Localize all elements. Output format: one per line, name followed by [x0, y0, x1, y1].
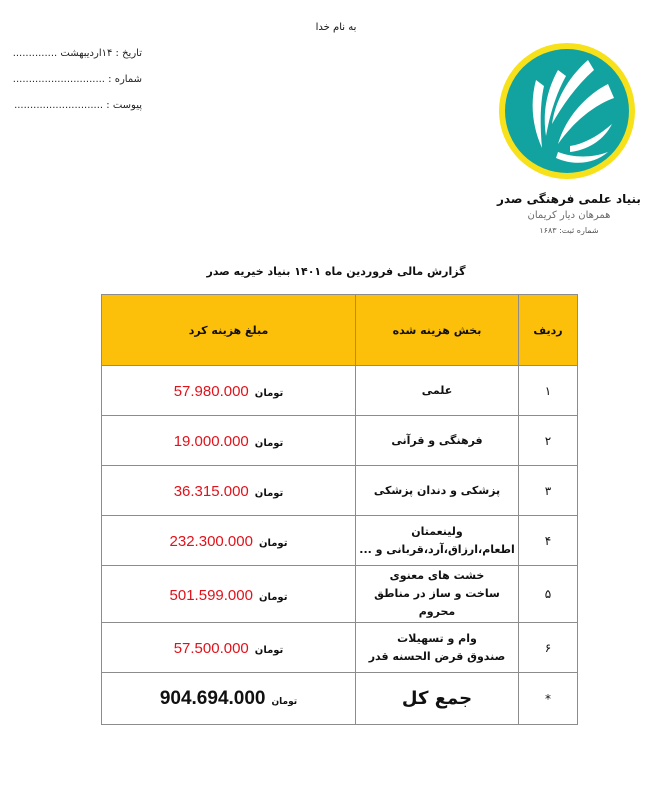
amount-value: 36.315.000 — [173, 483, 249, 500]
org-subtitle: همرهان دیار کریمان — [527, 210, 611, 221]
row-index: ۲ — [519, 416, 578, 466]
header-amount: مبلغ هزینه کرد — [102, 295, 356, 366]
section-line: علمی — [421, 383, 453, 397]
date-value: ۱۴اردیبهشت — [60, 48, 113, 59]
row-index: ۵ — [519, 566, 578, 623]
row-amount — [102, 366, 356, 416]
row-index: ۴ — [519, 516, 578, 566]
section-line: وام و تسهیلات — [397, 631, 477, 645]
table-row — [102, 416, 578, 466]
org-logo-icon — [496, 40, 638, 182]
currency-label: تومان — [258, 538, 288, 549]
currency-label: تومان — [254, 388, 284, 399]
section-line: خشت های معنوی — [389, 569, 485, 582]
attachment-field: پیوست : ............................ — [14, 100, 142, 111]
currency-label: تومان — [254, 488, 284, 499]
attachment-label: پیوست : — [106, 100, 142, 111]
table-row — [102, 466, 578, 516]
row-amount — [102, 566, 356, 623]
header-row-index: ردیف — [519, 295, 578, 366]
row-amount — [102, 516, 356, 566]
row-index: ۳ — [519, 466, 578, 516]
total-amount-cell — [102, 673, 356, 725]
row-section — [356, 516, 519, 566]
total-index: * — [519, 673, 578, 725]
row-section — [356, 623, 519, 673]
bismillah-heading: به نام خدا — [315, 22, 357, 33]
org-registration: شماره ثبت: ۱۶۸۳ — [539, 226, 599, 235]
financial-report-table — [101, 294, 578, 725]
date-label: تاریخ : — [115, 48, 142, 59]
header-section: بخش هزینه شده — [356, 295, 519, 366]
report-title: گزارش مالی فروردین ماه ۱۴۰۱ بنیاد خیریه صدر — [206, 265, 466, 278]
table-row — [102, 366, 578, 416]
number-label: شماره : — [108, 74, 142, 85]
row-amount — [102, 466, 356, 516]
date-field: تاریخ : ۱۴اردیبهشت .............. — [12, 48, 142, 59]
total-amount-value: 904.694.000 — [159, 687, 266, 709]
row-section — [356, 366, 519, 416]
currency-label: تومان — [254, 645, 284, 656]
row-amount — [102, 416, 356, 466]
total-row — [102, 673, 578, 725]
section-line: پزشکی و دندان پزشکی — [373, 483, 501, 497]
section-line: فرهنگی و قرآنی — [391, 433, 483, 447]
amount-value: 232.300.000 — [169, 533, 253, 550]
table-row — [102, 623, 578, 673]
row-section — [356, 566, 519, 623]
table-header-row — [102, 295, 578, 366]
row-section — [356, 466, 519, 516]
row-index: ۱ — [519, 366, 578, 416]
row-index: ۶ — [519, 623, 578, 673]
amount-value: 501.599.000 — [169, 586, 253, 604]
amount-value: 57.500.000 — [173, 640, 249, 657]
table-row — [102, 566, 578, 623]
row-section — [356, 416, 519, 466]
total-label: جمع کل — [401, 688, 473, 709]
table-row — [102, 516, 578, 566]
number-field: شماره : ............................. — [12, 74, 142, 85]
section-subline: ساخت و ساز در مناطق محروم — [374, 587, 500, 618]
org-name: بنیاد علمی فرهنگی صدر — [497, 192, 641, 206]
amount-value: 57.980.000 — [173, 383, 249, 400]
currency-label: تومان — [254, 438, 284, 449]
section-subline: صندوق قرض الحسنه قدر — [368, 649, 506, 663]
section-line: ولینعمتان — [411, 524, 463, 538]
currency-label: تومان — [258, 591, 288, 603]
row-amount — [102, 623, 356, 673]
section-subline: اطعام،ارزاق،آرد،قربانی و ... — [359, 542, 515, 556]
currency-label: تومان — [271, 696, 298, 707]
amount-value: 19.000.000 — [173, 433, 249, 450]
total-label-cell — [356, 673, 519, 725]
